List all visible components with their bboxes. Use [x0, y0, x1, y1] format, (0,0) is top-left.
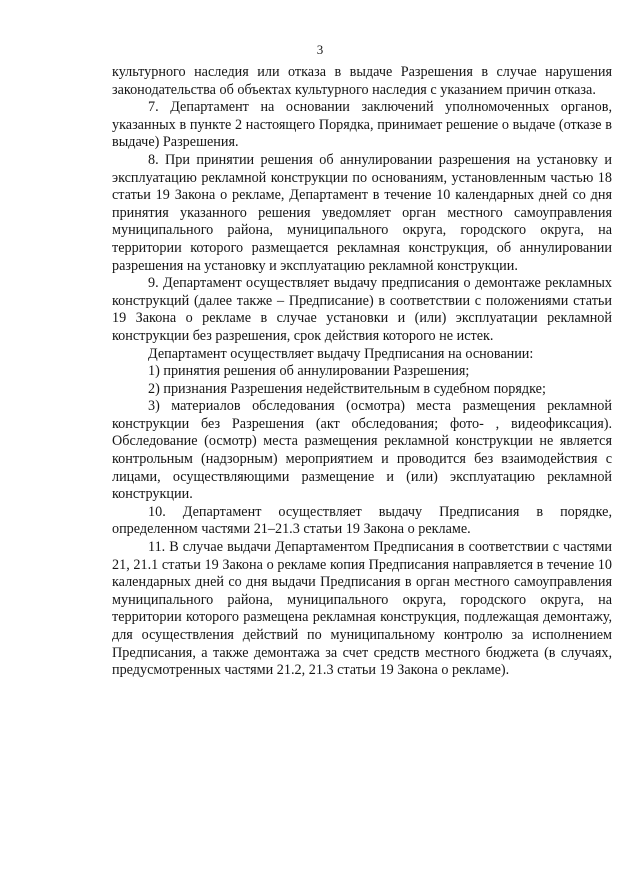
- paragraph-item-7: 7. Департамент на основании заключений уполномоченных органов, указанных в пункте 2 настоящего Порядка, принимает решение о выдаче (отказе в выдаче) Разрешения.: [112, 99, 612, 151]
- paragraph-item-9: 9. Департамент осуществляет выдачу предписания о демонтаже рекламных конструкций (далее также – Предписание) в соответствии с положениями статьи 19 Закона о рекламе в случае установки и (или) эксплуатации рекламной конструкции без разрешения, срок действия которого не истек.: [112, 275, 612, 344]
- paragraph-item-10: 10. Департамент осуществляет выдачу Предписания в порядке, определенном частями 21–21.3 статьи 19 Закона о рекламе.: [112, 503, 612, 538]
- paragraph-continuation: культурного наследия или отказа в выдаче Разрешения в случае нарушения законодательства об объектах культурного наследия с указанием причин отказа.: [112, 64, 612, 98]
- page-number: 3: [316, 42, 324, 57]
- paragraph-ground-1: 1) принятия решения об аннулировании Разрешения;: [148, 363, 470, 380]
- paragraph-grounds-intro: Департамент осуществляет выдачу Предписания на основании:: [148, 345, 534, 362]
- paragraph-item-11: 11. В случае выдачи Департаментом Предписания в соответствии с частями 21, 21.1 статьи 19 Закона о рекламе копия Предписания направляется в течение 10 календарных дней со дня выдачи Предписания в орган местного самоуправления муниципального района, муниципального округа, городского округа, на территории которого размещена рекламная конструкция, подлежащая демонтажу, для осуществления действий по муниципальному контролю за исполнением Предписания, а также демонтажа за счет средств местного бюджета (в случаях, предусмотренных частями 21.2, 21.3 статьи 19 Закона о рекламе).: [112, 539, 612, 679]
- paragraph-item-8: 8. При принятии решения об аннулировании разрешения на установку и эксплуатацию рекламной конструкции по основаниям, установленным частью 18 статьи 19 Закона о рекламе, Департамент в течение 10 календарных дней со дня принятия указанного решения уведомляет орган местного самоуправления муниципального района, муниципального округа, городского округа, на территории которого размещается рекламная конструкция, об аннулировании разрешения на установку и эксплуатацию рекламной конструкции.: [112, 151, 612, 274]
- document-body: [112, 64, 612, 680]
- paragraph-ground-2: 2) признания Разрешения недействительным в судебном порядке;: [148, 380, 546, 397]
- paragraph-ground-3: 3) материалов обследования (осмотра) места размещения рекламной конструкции без Разрешения (акт обследования; фото- , видеофиксация). Обследование (осмотр) места размещения рекламной конструкции не является контрольным (надзорным) мероприятием и проводится без взаимодействия с лицами, осуществляющими размещение и (или) эксплуатацию рекламной конструкции.: [112, 398, 612, 503]
